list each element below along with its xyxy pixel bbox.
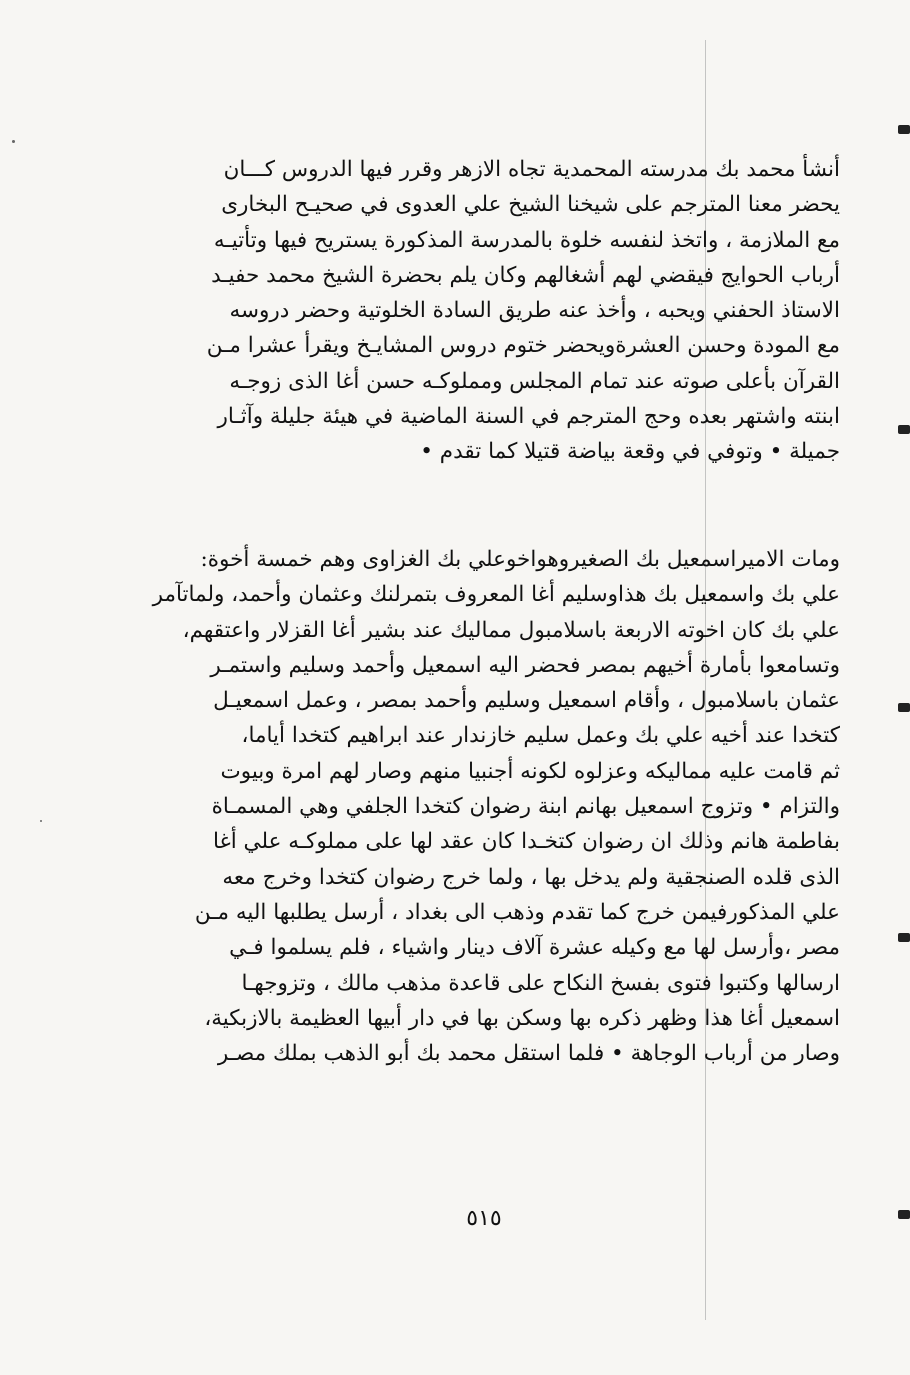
text-line: أرباب الحوايج فيقضي لهم أشغالهم وكان يلم بحضرة الشيخ محمد حفيـد [211, 262, 840, 288]
text-line: ابنته واشتهر بعده وحج المترجم في السنة الماضية في هيئة جليلة وآثـار [217, 404, 840, 430]
binding-mark [898, 125, 910, 134]
text-line: ارسالها وكتبوا فتوى بفسخ النكاح على قاعدة مذهب مالك ، وتزوجهـا [241, 970, 840, 996]
page-number: ٥١٥ [466, 1206, 502, 1231]
text-line: علي المذكورفيمن خرج كما تقدم وذهب الى بغداد ، أرسل يطلبها اليه مـن [194, 899, 840, 925]
binding-mark [898, 425, 910, 434]
paragraph-1 [125, 152, 840, 470]
text-line: أنشأ محمد بك مدرسته المحمدية تجاه الازهر وقرر فيها الدروس كـــان [223, 157, 840, 182]
text-line: الاستاذ الحفني ويحبه ، وأخذ عنه طريق السادة الخلوتية وحضر دروسه [229, 298, 840, 324]
text-line: بفاطمة هانم وذلك ان رضوان كتخـدا كان عقد لها على مملوكـه علي أغا [212, 829, 840, 855]
text-line: كتخدا عند أخيه علي بك وعمل سليم خازندار عند ابراهيم كتخدا أياما، [241, 723, 840, 749]
text-line: علي بك كان اخوته الاربعة باسلامبول مماليك عند بشير أغا القزلار واعتقهم، [182, 617, 840, 643]
text-line: علي بك واسمعيل بك هذاوسليم أغا المعروف بتمرلنك وعثمان وأحمد، ولماتآمر [152, 582, 840, 608]
binding-mark [898, 933, 910, 942]
binding-mark [898, 703, 910, 712]
text-line: مع المودة وحسن العشرةويحضر ختوم دروس المشايـخ ويقرأ عشرا مـن [206, 333, 840, 359]
text-line: ومات الاميراسمعيل بك الصغيروهواخوعلي بك الغزاوى وهم خمسة أخوة: [200, 547, 840, 572]
text-line: يحضر معنا المترجم على شيخنا الشيخ علي العدوى في صحيـح البخارى [221, 192, 840, 218]
text-line: القرآن بأعلى صوته عند تمام المجلس ومملوكـه حسن أغا الذى زوجـه [229, 368, 840, 394]
paragraph-2 [125, 542, 840, 1071]
text-line: وتسامعوا بأمارة أخيهم بمصر فحضر اليه اسمعيل وأحمد وسليم واستمـر [210, 652, 840, 678]
text-line: جميلة • وتوفي في وقعة بياضة قتيلا كما تقدم • [420, 439, 840, 465]
text-line: مصر ،وأرسل لها مع وكيله عشرة آلاف دينار واشياء ، فلم يسلموا فـي [229, 935, 840, 961]
text-line: والتزام • وتزوج اسمعيل بهانم ابنة رضوان كتخدا الجلفي وهي المسمـاة [211, 794, 840, 820]
text-line: وصار من أرباب الوجاهة • فلما استقل محمد بك أبو الذهب بملك مصـر [217, 1041, 840, 1067]
text-line: مع الملازمة ، واتخذ لنفسه خلوة بالمدرسة المذكورة يستريح فيها وتأتيـه [213, 227, 840, 253]
text-line: الذى قلده الصنجقية ولم يدخل بها ، ولما خرج رضوان كتخدا وخرج معه [222, 864, 840, 890]
text-line: ثم قامت عليه مماليكه وعزلوه لكونه أجنبيا منهم وصار لهم امرة وبيوت [220, 758, 840, 784]
paper-speck [40, 820, 42, 822]
text-line: اسمعيل أغا هذا وظهر ذكره بها وسكن بها في دار أبيها العظيمة بالازبكية، [204, 1005, 840, 1031]
paper-speck [12, 140, 15, 143]
text-line: عثمان باسلامبول ، وأقام اسمعيل وسليم وأحمد بمصر ، وعمل اسمعيـل [213, 688, 840, 714]
